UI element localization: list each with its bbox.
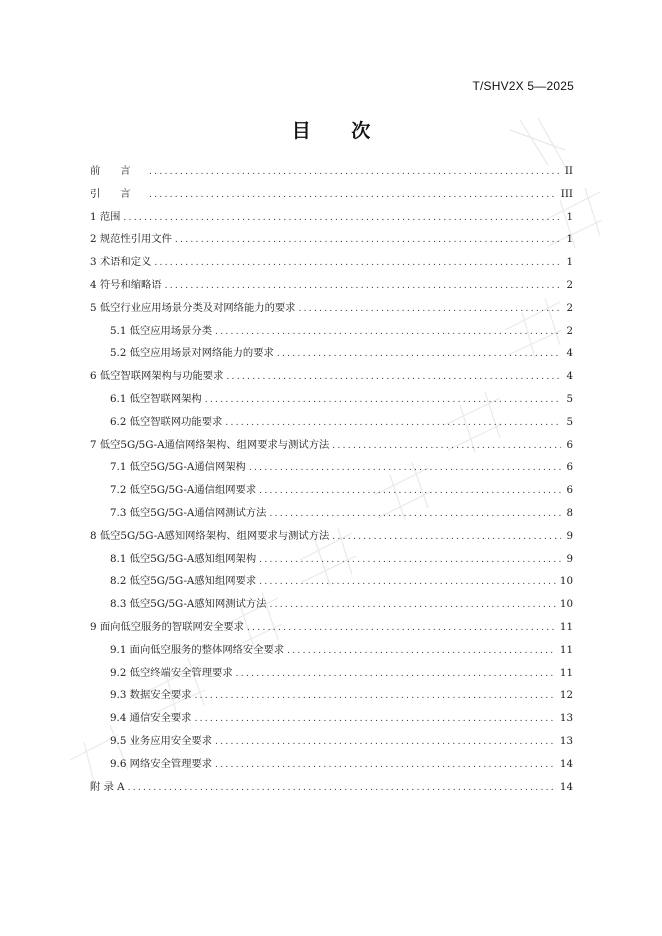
- toc-entry-9[interactable]: [90, 616, 573, 639]
- toc-entry-label: 7.1 低空5G/5G-A通信网架构: [110, 461, 246, 474]
- dot-leader: [154, 252, 561, 275]
- table-of-contents: [90, 160, 573, 798]
- toc-entry-page: 10: [559, 575, 573, 588]
- toc-entry-1[interactable]: [90, 206, 573, 229]
- toc-entry-page: 1: [566, 210, 573, 223]
- toc-entry-page: 11: [559, 643, 573, 656]
- toc-entry-page: 12: [559, 689, 573, 702]
- toc-entry-page: 6: [566, 461, 573, 474]
- toc-entry-page: 13: [559, 734, 573, 747]
- toc-entry-page: 4: [566, 370, 573, 383]
- toc-entry-page: 5: [566, 415, 573, 428]
- dot-leader: [225, 412, 561, 435]
- toc-entry-page: II: [564, 165, 573, 177]
- toc-entry-label: 9.6 网络安全管理要求: [110, 757, 213, 770]
- toc-entry-label: 7.2 低空5G/5G-A通信组网要求: [110, 484, 257, 497]
- toc-entry-9-1[interactable]: [90, 639, 573, 662]
- toc-entry-label: 8.2 低空5G/5G-A感知组网要求: [110, 575, 257, 588]
- toc-entry-label: 9.3 数据安全要求: [110, 689, 192, 702]
- dot-leader: [287, 640, 556, 663]
- toc-entry-page: 6: [566, 484, 573, 497]
- toc-entry-label: 9 面向低空服务的智联网安全要求: [90, 620, 244, 633]
- toc-entry-4[interactable]: [90, 274, 573, 297]
- toc-entry-8-2[interactable]: [90, 570, 573, 593]
- dot-leader: [165, 275, 561, 298]
- dot-leader: [123, 207, 561, 230]
- dot-leader: [205, 389, 561, 412]
- dot-leader: [215, 321, 561, 344]
- dot-leader: [215, 754, 556, 777]
- toc-entry-page: 13: [559, 712, 573, 725]
- toc-entry-7-3[interactable]: [90, 502, 573, 525]
- dot-leader: [332, 526, 561, 549]
- toc-entry-introduction[interactable]: [90, 183, 573, 206]
- dot-leader: [332, 435, 561, 458]
- toc-entry-page: 5: [566, 392, 573, 405]
- toc-entry-page: 9: [566, 552, 573, 565]
- toc-entry-page: 9: [566, 529, 573, 542]
- dot-leader: [269, 594, 555, 617]
- toc-entry-label: 5.1 低空应用场景分类: [110, 324, 213, 337]
- toc-entry-label: 9.4 通信安全要求: [110, 712, 192, 725]
- toc-entry-5[interactable]: [90, 297, 573, 320]
- dot-leader: [298, 298, 561, 321]
- toc-entry-page: 10: [559, 598, 573, 611]
- toc-entry-page: 11: [559, 666, 573, 679]
- toc-entry-page: 6: [566, 438, 573, 451]
- dot-leader: [277, 343, 561, 366]
- toc-entry-9-2[interactable]: [90, 662, 573, 685]
- dot-leader: [226, 366, 561, 389]
- toc-entry-page: 1: [566, 233, 573, 246]
- toc-entry-page: 1: [566, 256, 573, 269]
- toc-entry-9-3[interactable]: [90, 684, 573, 707]
- dot-leader: [194, 685, 555, 708]
- dot-leader: [149, 184, 557, 207]
- toc-entry-page: 2: [566, 278, 573, 291]
- toc-entry-6-2[interactable]: [90, 411, 573, 434]
- dot-leader: [247, 617, 556, 640]
- dot-leader: [259, 549, 561, 572]
- toc-entry-page: 14: [559, 780, 573, 793]
- dot-leader: [128, 777, 556, 800]
- toc-entry-preface[interactable]: [90, 160, 573, 183]
- dot-leader: [269, 503, 561, 526]
- toc-entry-label: 9.2 低空终端安全管理要求: [110, 666, 233, 679]
- toc-entry-label: 4 符号和缩略语: [90, 278, 162, 291]
- toc-entry-label: 1 范围: [90, 210, 121, 223]
- toc-entry-label: 2 规范性引用文件: [90, 233, 172, 246]
- toc-entry-8-3[interactable]: [90, 593, 573, 616]
- dot-leader: [149, 161, 561, 184]
- toc-entry-5-2[interactable]: [90, 342, 573, 365]
- toc-entry-label: 8.3 低空5G/5G-A感知网测试方法: [110, 598, 267, 611]
- toc-entry-8-1[interactable]: [90, 548, 573, 571]
- toc-entry-6[interactable]: [90, 365, 573, 388]
- toc-entry-label: 6.2 低空智联网功能要求: [110, 415, 223, 428]
- toc-entry-label: 附 录 A: [90, 780, 125, 793]
- dot-leader: [259, 480, 561, 503]
- dot-leader: [236, 663, 556, 686]
- toc-entry-label: 7.3 低空5G/5G-A通信网测试方法: [110, 506, 267, 519]
- toc-entry-label: 7 低空5G/5G-A通信网络架构、组网要求与测试方法: [90, 438, 330, 451]
- toc-entry-5-1[interactable]: [90, 320, 573, 343]
- toc-entry-label: 6.1 低空智联网架构: [110, 392, 202, 405]
- toc-entry-appendix-a[interactable]: [90, 776, 573, 799]
- toc-entry-9-5[interactable]: [90, 730, 573, 753]
- toc-entry-6-1[interactable]: [90, 388, 573, 411]
- toc-entry-label: 5 低空行业应用场景分类及对网络能力的要求: [90, 301, 296, 314]
- toc-entry-label: 前 言: [90, 165, 131, 177]
- toc-entry-page: 11: [559, 620, 573, 633]
- toc-entry-2[interactable]: [90, 228, 573, 251]
- dot-leader: [259, 571, 556, 594]
- toc-entry-label: 9.1 面向低空服务的整体网络安全要求: [110, 643, 285, 656]
- document-code: T/SHV2X 5—2025: [472, 79, 574, 93]
- toc-entry-label: 引 言: [90, 187, 131, 200]
- toc-entry-9-6[interactable]: [90, 753, 573, 776]
- toc-entry-page: 2: [566, 301, 573, 314]
- toc-entry-label: 8.1 低空5G/5G-A感知组网架构: [110, 552, 257, 565]
- toc-entry-label: 6 低空智联网架构与功能要求: [90, 370, 224, 383]
- toc-entry-7[interactable]: [90, 434, 573, 457]
- toc-entry-label: 5.2 低空应用场景对网络能力的要求: [110, 347, 274, 360]
- dot-leader: [175, 229, 561, 252]
- toc-entry-page: 14: [559, 757, 573, 770]
- toc-entry-3[interactable]: [90, 251, 573, 274]
- toc-entry-8[interactable]: [90, 525, 573, 548]
- toc-entry-page: 8: [566, 506, 573, 519]
- dot-leader: [215, 731, 556, 754]
- toc-entry-page: III: [560, 187, 573, 200]
- toc-entry-label: 3 术语和定义: [90, 256, 152, 269]
- toc-entry-7-2[interactable]: [90, 479, 573, 502]
- toc-entry-7-1[interactable]: [90, 456, 573, 479]
- toc-entry-label: 9.5 业务应用安全要求: [110, 734, 213, 747]
- dot-leader: [249, 457, 561, 480]
- dot-leader: [194, 708, 555, 731]
- toc-entry-9-4[interactable]: [90, 707, 573, 730]
- toc-entry-page: 4: [566, 347, 573, 360]
- toc-entry-page: 2: [566, 324, 573, 337]
- toc-entry-label: 8 低空5G/5G-A感知网络架构、组网要求与测试方法: [90, 529, 330, 542]
- page-title: 目 次: [291, 120, 388, 142]
